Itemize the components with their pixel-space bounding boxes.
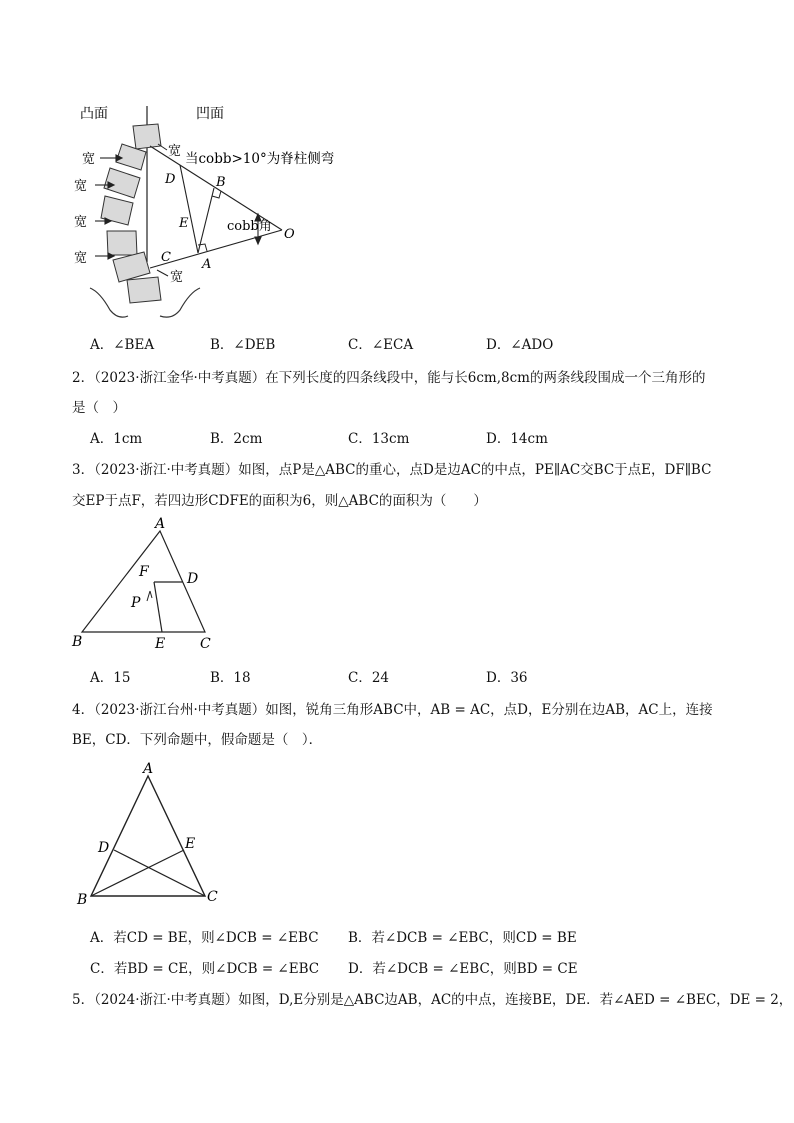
q2-option-b: B．2cm — [210, 431, 263, 447]
q4-option-a: A．若CD = BE，则∠DCB = ∠EBC — [90, 930, 319, 946]
point-label: D — [165, 172, 176, 187]
wide-label: 宽 — [74, 179, 88, 194]
point-label: C — [200, 636, 211, 652]
q3-option-d: D．36 — [486, 670, 528, 686]
q1-option-b: B．∠DEB — [210, 337, 276, 353]
q5-stem-line1: 5．（2024·浙江·中考真题）如图，D,E分别是△ABC边AB，AC的中点，连接BE，DE．若∠AED = ∠BEC，DE = 2， — [72, 992, 793, 1008]
point-label: B — [77, 892, 88, 908]
wide-label: 宽 — [168, 144, 182, 159]
wide-label: 宽 — [82, 152, 96, 167]
convex-label: 凸面 — [80, 106, 108, 122]
q3-stem-line2: 交EP于点F，若四边形CDFE的面积为6，则△ABC的面积为（ ） — [72, 493, 487, 509]
q2-option-d: D．14cm — [486, 431, 548, 447]
q2-stem-line2: 是（ ） — [72, 400, 126, 416]
q3-stem-line1: 3．（2023·浙江·中考真题）如图，点P是△ABC的重心，点D是边AC的中点，PE∥AC交BC于点E，DF∥BC — [72, 462, 712, 478]
point-label: E — [185, 836, 196, 852]
q1-option-a: A．∠BEA — [90, 337, 155, 353]
cobb-angle-label: cobb角 — [227, 219, 272, 234]
cobb-caption: 当cobb>10°为脊柱侧弯 — [185, 151, 335, 167]
q4-option-c: C．若BD = CE，则∠DCB = ∠EBC — [90, 961, 320, 977]
point-label: F — [139, 564, 149, 580]
q4-stem-line1: 4．（2023·浙江台州·中考真题）如图，锐角三角形ABC中，AB = AC，点D，E分别在边AB，AC上，连接 — [72, 702, 713, 718]
q4-option-d: D．若∠DCB = ∠EBC，则BD = CE — [348, 961, 578, 977]
q1-option-c: C．∠ECA — [348, 337, 414, 353]
concave-label: 凹面 — [196, 106, 224, 122]
point-label: A — [155, 516, 166, 532]
wide-label: 宽 — [74, 215, 88, 230]
q3-option-c: C．24 — [348, 670, 390, 686]
point-label: D — [98, 840, 110, 856]
wide-label: 宽 — [74, 251, 88, 266]
point-label: E — [179, 216, 189, 231]
point-label: B — [216, 175, 226, 190]
q3-option-b: B．18 — [210, 670, 251, 686]
point-label: O — [284, 227, 295, 242]
point-label: C — [161, 250, 171, 265]
point-label: A — [202, 257, 212, 272]
point-label: C — [207, 889, 218, 905]
point-label: B — [72, 634, 83, 650]
q1-option-d: D．∠ADO — [486, 337, 554, 353]
q4-option-b: B．若∠DCB = ∠EBC，则CD = BE — [348, 930, 577, 946]
q2-option-a: A．1cm — [90, 431, 143, 447]
point-label: P — [131, 595, 141, 611]
point-label: D — [187, 571, 199, 587]
q4-stem-line2: BE，CD．下列命题中，假命题是（ ）． — [72, 732, 323, 748]
q2-option-c: C．13cm — [348, 431, 410, 447]
point-label: A — [143, 761, 154, 777]
point-label: E — [155, 636, 166, 652]
q2-stem-line1: 2．（2023·浙江金华·中考真题）在下列长度的四条线段中，能与长6cm,8cm的两条线段围成一个三角形的 — [72, 370, 706, 386]
wide-label: 宽 — [170, 270, 184, 285]
q3-option-a: A．15 — [90, 670, 131, 686]
